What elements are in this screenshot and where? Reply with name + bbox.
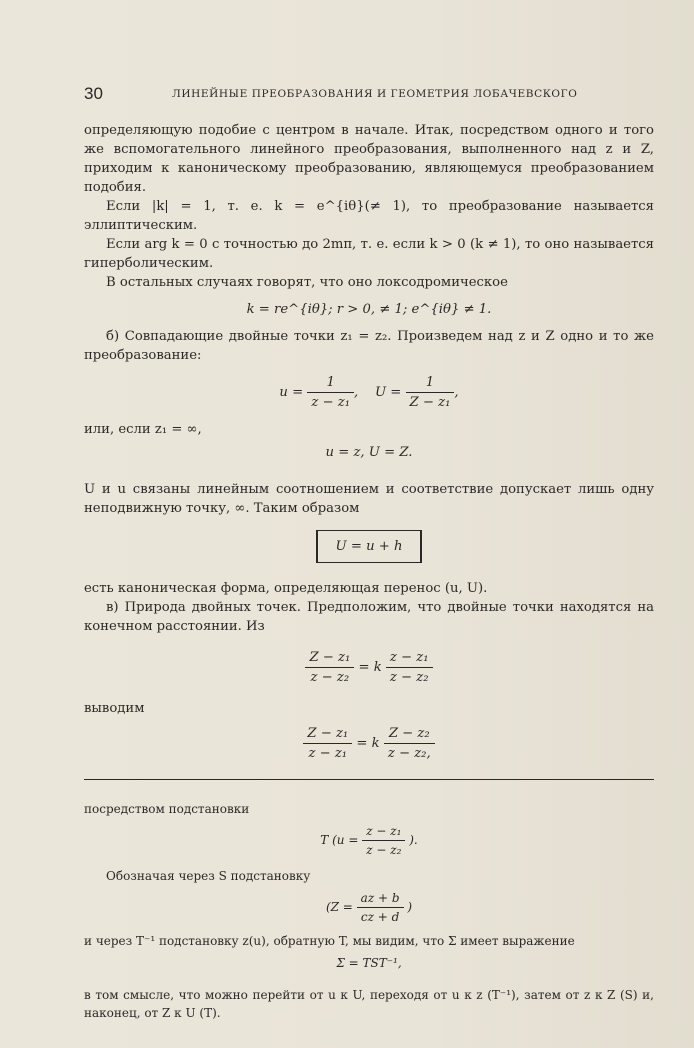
fraction-T (362, 822, 405, 859)
fraction-denominator: z − z₁ (308, 746, 348, 761)
fraction-numerator: 1 (406, 373, 455, 393)
equation-ratio-2 (84, 724, 654, 763)
equation-u-z: u = z, U = Z. (325, 445, 413, 460)
fraction-S (357, 889, 404, 926)
footnote-substitution: посредством подстановки (84, 802, 250, 816)
eq-u-lhs: u = (279, 385, 304, 400)
boxed-equation-wrapper (84, 530, 654, 563)
eq-U-lhs: U = (374, 385, 402, 400)
paragraph-similarity: определяющую подобие с центром в начале. Итак, посредством одного и того же вспомогательного линейного преобразования, выполненного над z и Z, приходим к каноническому преобразованию, являющемуся преобразованием подобия. (84, 123, 654, 195)
fraction-denominator: z − z₂, (387, 746, 431, 761)
equation-ratio-1 (84, 648, 654, 687)
fraction-numerator: az + b (357, 889, 404, 908)
fraction-numerator: z − z₁ (362, 822, 405, 841)
footnote-equation-S (84, 889, 654, 926)
eq-S-prefix: (Z = (325, 900, 353, 914)
boxed-equation: U = u + h (316, 530, 423, 563)
paragraph-loxodromic: В остальных случаях говорят, что оно локсодромическое (106, 275, 508, 290)
paragraph-linear-relation: U и u связаны линейным соотношением и соответствие допускает лишь одну неподвижную точку, ∞. Таким образом (84, 482, 654, 516)
page-number: 30 (84, 84, 103, 103)
fraction-denominator: z − z₂ (389, 670, 429, 685)
eq-S-suffix: ) (407, 900, 413, 914)
footnote-equation-sigma: Σ = TST⁻¹, (336, 956, 402, 970)
eq-T-suffix: ). (409, 833, 418, 847)
footnote-in-the-sense: в том смысле, что можно перейти от u к U, переходя от u к z (T⁻¹), затем от z к Z (S) и, наконец, от Z к U (T). (84, 988, 654, 1020)
fraction-denominator: z − z₂ (366, 843, 402, 857)
fraction-right (386, 648, 433, 687)
footnote-denoting-S: Обозначая через S подстановку (106, 869, 311, 883)
fraction-u (307, 373, 354, 412)
fraction-denominator: z − z₂ (310, 670, 350, 685)
paragraph-nature-double-points: в) Природа двойных точек. Предположим, что двойные точки находятся на конечном расстоянии. Из (84, 600, 654, 634)
paragraph-hyperbolic: Если arg k = 0 с точностью до 2mπ, т. е. если k > 0 (k ≠ 1), то оно называется гиперболическим. (84, 237, 654, 271)
fraction-numerator: 1 (307, 373, 354, 393)
paragraph-canonical-form: есть каноническая форма, определяющая перенос (u, U). (84, 581, 488, 596)
paragraph-derive: выводим (84, 701, 145, 716)
fraction-right (384, 724, 435, 763)
fraction-numerator: Z − z₂ (384, 724, 435, 744)
footnote-equation-T (84, 822, 654, 859)
text-body (84, 121, 654, 1022)
equation-k: k = re^{iθ}; r > 0, ≠ 1; e^{iθ} ≠ 1. (246, 302, 492, 317)
footnote-inverse: и через T⁻¹ подстановку z(u), обратную T, мы видим, что Σ имеет выражение (84, 934, 575, 948)
fraction-left (305, 648, 354, 687)
page-header (84, 84, 654, 106)
fraction-numerator: z − z₁ (386, 648, 433, 668)
paragraph-elliptic: Если |k| = 1, т. е. k = e^{iθ}(≠ 1), то преобразование называется эллиптическим. (84, 199, 654, 233)
equation-u-U-inverse: u = $\frac{1}{\text{z − z₁}}$ , U = $\frac{1}{\text{Z − z₁}}$ , (279, 375, 459, 410)
eq-T-prefix: T (u = (320, 833, 359, 847)
equals-k: = k (356, 736, 380, 751)
fraction-denominator: cz + d (360, 910, 400, 924)
fraction-numerator: Z − z₁ (303, 724, 352, 744)
fraction-denominator: Z − z₁ (409, 395, 451, 410)
equals-k: = k (358, 660, 382, 675)
paragraph-or-if: или, если z₁ = ∞, (84, 422, 202, 437)
fraction-left (303, 724, 352, 763)
footnote-divider (84, 779, 654, 780)
fraction-numerator: Z − z₁ (305, 648, 354, 668)
fraction-denominator: z − z₁ (311, 395, 350, 410)
running-title: ЛИНЕЙНЫЕ ПРЕОБРАЗОВАНИЯ И ГЕОМЕТРИЯ ЛОБАЧЕВСКОГО (172, 88, 578, 100)
paragraph-coincident-points: б) Совпадающие двойные точки z₁ = z₂. Произведем над z и Z одно и то же преобразование: (84, 329, 654, 363)
footnote (84, 800, 654, 1022)
fraction-U (406, 373, 455, 412)
